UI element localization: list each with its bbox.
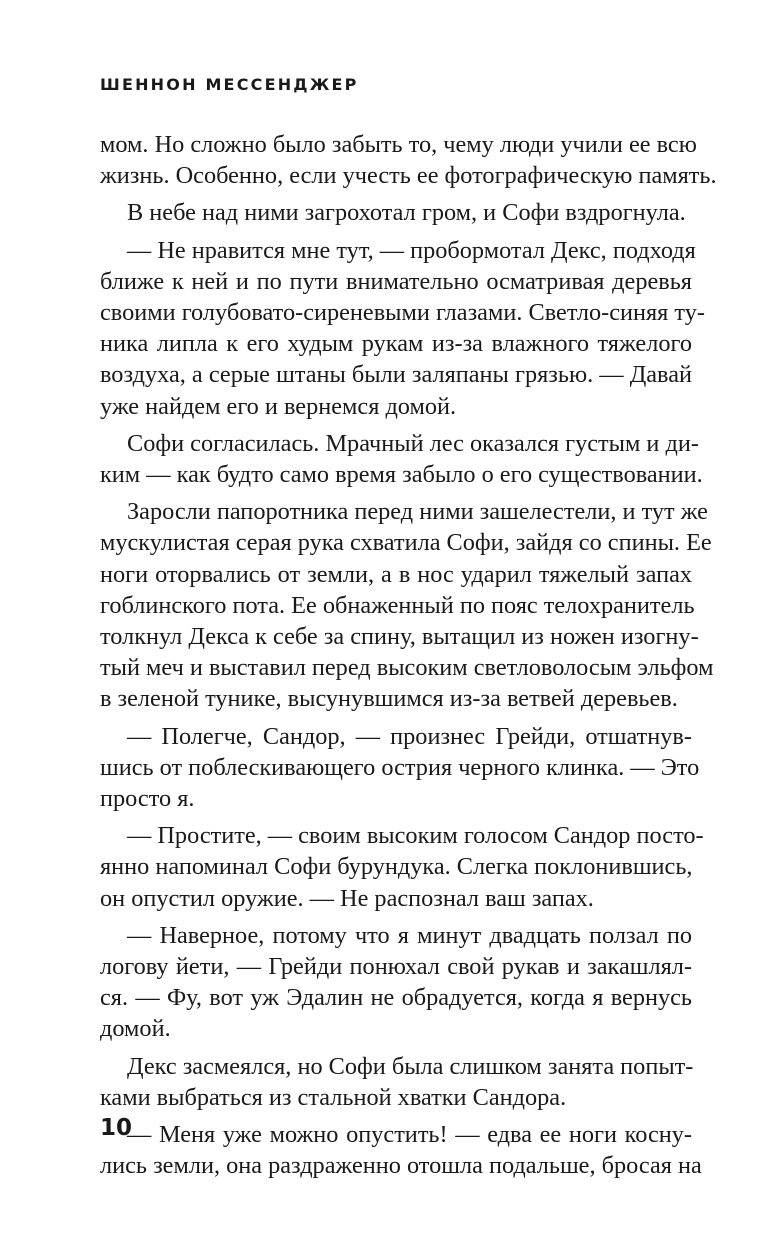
running-head: ШЕННОН МЕССЕНДЖЕР	[100, 75, 359, 94]
text-line: янно напоминал Софи бурундука. Слегка поклонившись,	[100, 853, 693, 881]
text-line: Декс засмеялся, но Софи была слишком занята попыт-	[127, 1052, 694, 1080]
text-line: — Меня уже можно опустить! — едва ее ноги косну-	[127, 1121, 692, 1149]
text-line: Софи согласилась. Мрачный лес оказался густым и ди-	[127, 429, 699, 457]
text-line: — Простите, — своим высоким голосом Сандор посто-	[127, 822, 704, 850]
paragraph	[100, 1051, 692, 1113]
text-line: логову йети, — Грейди понюхал свой рукав и закашлял-	[100, 953, 692, 981]
text-line: шись от поблескивающего острия черного клинка. — Это	[100, 753, 700, 781]
text-line: Заросли папоротника перед ними зашелестели, и тут же	[127, 498, 708, 526]
text-line: жизнь. Особенно, если учесть ее фотографическую память.	[100, 162, 717, 190]
text-line: уже найдем его и вернемся домой.	[100, 392, 457, 420]
paragraph	[100, 920, 692, 1045]
text-line: — Наверное, потому что я минут двадцать ползал по	[127, 921, 692, 949]
paragraph	[100, 1119, 702, 1181]
text-line: домой.	[100, 1015, 171, 1043]
text-line: мом. Но сложно было забыть то, чему люди учили ее всю	[100, 131, 697, 158]
text-line: он опустил оружие. — Не распознал ваш запах.	[100, 884, 594, 912]
body-text	[100, 129, 717, 1188]
text-line: мускулистая серая рука схватила Софи, зайдя со спины. Ее	[100, 529, 712, 557]
text-line: — Не нравится мне тут, — пробормотал Декс, подходя	[127, 236, 696, 264]
paragraph	[100, 197, 692, 228]
paragraph	[100, 721, 700, 815]
text-line: ника липла к его худым рукам из-за влажного тяжелого	[100, 330, 692, 358]
paragraph	[100, 428, 703, 490]
text-line: лись земли, она раздраженно отошла подальше, бросая на	[100, 1152, 702, 1180]
text-line: — Полегче, Сандор, — произнес Грейди, отшатнув-	[127, 722, 692, 750]
text-line: ками выбраться из стальной хватки Сандора.	[100, 1083, 567, 1111]
text-line: воздуха, а серые штаны были заляпаны грязью. — Давай	[100, 361, 692, 389]
text-line: своими голубовато-сиреневыми глазами. Светло-синяя ту-	[100, 299, 705, 327]
text-line: гоблинского пота. Ее обнаженный по пояс телохранитель	[100, 591, 695, 619]
paragraph	[100, 820, 704, 914]
text-line: тый меч и выставил перед высоким светловолосым эльфом	[100, 654, 714, 682]
paragraph	[100, 235, 705, 422]
text-line: ноги оторвались от земли, а в нос ударил тяжелый запах	[100, 560, 692, 588]
text-line: В небе над ними загрохотал гром, и Софи вздрогнула.	[127, 199, 686, 227]
paragraph	[100, 129, 717, 191]
text-line: толкнул Декса к себе за спину, вытащил из ножен изогну-	[100, 623, 699, 651]
text-line: просто я.	[100, 785, 195, 813]
text-line: ким — как будто само время забыло о его существовании.	[100, 461, 703, 489]
text-line: в зеленой тунике, высунувшимся из-за ветвей деревьев.	[100, 685, 678, 713]
page-number: 10	[100, 1115, 133, 1141]
paragraph	[100, 496, 714, 714]
text-line: ближе к ней и по пути внимательно осматривая деревья	[100, 267, 692, 295]
text-line: ся. — Фу, вот уж Эдалин не обрадуется, когда я вернусь	[100, 984, 692, 1012]
